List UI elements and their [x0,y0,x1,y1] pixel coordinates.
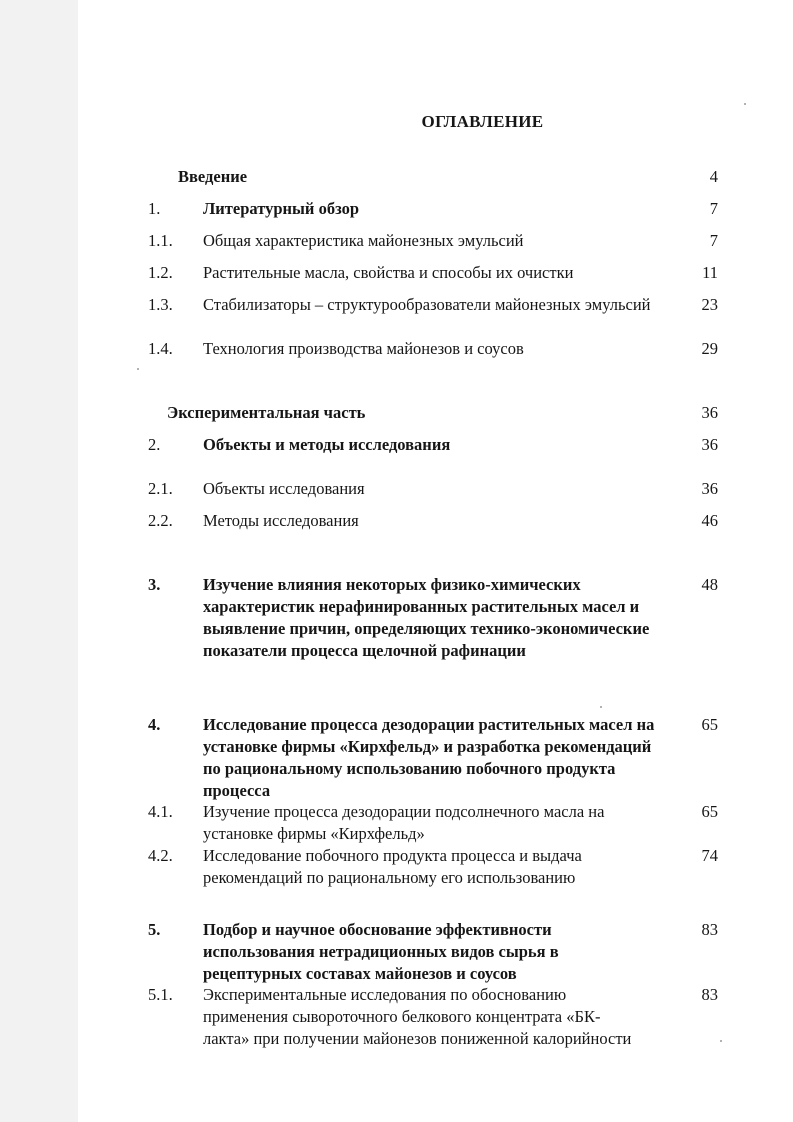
toc-entry-text: Подбор и научное обоснование эффективности использования нетрадиционных видов сырья в рецептурных составах майонезов и соусов [203,920,559,983]
toc-entry-page: 29 [701,339,718,358]
toc-entry-page: 36 [701,479,718,498]
toc-entry-text: Исследование процесса дезодорации растительных масел на установке фирмы «Кирхфельд» и разработка рекомендаций по рациональному использованию побочного продукта процесса [203,715,655,800]
toc-entry-number: 1.4. [148,339,173,358]
toc-entry-page: 7 [709,231,718,250]
scan-speck [744,103,746,105]
toc-entry-page: 4 [709,167,718,186]
toc-entry-number: 3. [148,575,161,594]
toc-entry-page: 36 [701,403,718,422]
toc-entry-number: 1.3. [148,295,173,314]
toc-entry-page: 48 [701,575,718,594]
toc-entry-text: Литературный обзор [203,199,360,218]
toc-entry-text: Общая характеристика майонезных эмульсий [203,231,524,250]
toc-entry-text: Введение [178,167,248,186]
toc-entry-text: Объекты исследования [203,479,365,498]
toc-entry-text: Изучение влияния некоторых физико-химических характеристик нерафинированных растительных масел и выявление причин, определяющих технико-экономические показатели процесса щелочной рафинации [203,575,650,660]
toc-entry-number: 5. [148,920,161,939]
toc-entry-number: 4.2. [148,846,173,865]
toc-entry-number: 2. [148,435,161,454]
toc-entry-number: 2.2. [148,511,173,530]
scan-speck [137,368,139,370]
toc-entry-text: Методы исследования [203,511,359,530]
toc-entry-number: 5.1. [148,985,173,1004]
toc-entry-number: 2.1. [148,479,173,498]
toc-entry-number: 1. [148,199,161,218]
toc-entry-page: 65 [701,802,718,821]
toc-title: ОГЛАВЛЕНИЕ [421,112,544,131]
toc-entry-page: 7 [709,199,718,218]
toc-entry-number: 1.2. [148,263,173,282]
toc-entry-text: Экспериментальные исследования по обоснованию применения сывороточного белкового концентрата «БК-лакта» при получении майонезов пониженной калорийности [203,985,632,1048]
toc-entry-text: Стабилизаторы – структурообразователи майонезных эмульсий [203,295,651,314]
scan-speck [600,706,602,708]
toc-entry-number: 4.1. [148,802,173,821]
toc-entry-text: Объекты и методы исследования [203,435,451,454]
toc-entry-number: 4. [148,715,161,734]
toc-entry-text: Исследование побочного продукта процесса и выдача рекомендаций по рациональному его использованию [203,846,582,887]
toc-entry-page: 23 [701,295,718,314]
toc-entry-page: 65 [701,715,718,734]
toc-entry-page: 11 [702,263,718,282]
toc-entry-page: 83 [701,920,718,939]
toc-entry-page: 83 [701,985,718,1004]
scan-speck [720,1040,722,1042]
toc-entry-text: Экспериментальная часть [167,403,366,422]
toc-entry-number: 1.1. [148,231,173,250]
toc-entry-text: Изучение процесса дезодорации подсолнечного масла на установке фирмы «Кирхфельд» [203,802,605,843]
toc-entry-page: 74 [701,846,718,865]
toc-entry-page: 46 [701,511,718,530]
toc-entry-text: Растительные масла, свойства и способы их очистки [203,263,574,282]
toc-entry-page: 36 [701,435,718,454]
toc-entry-text: Технология производства майонезов и соусов [203,339,524,358]
